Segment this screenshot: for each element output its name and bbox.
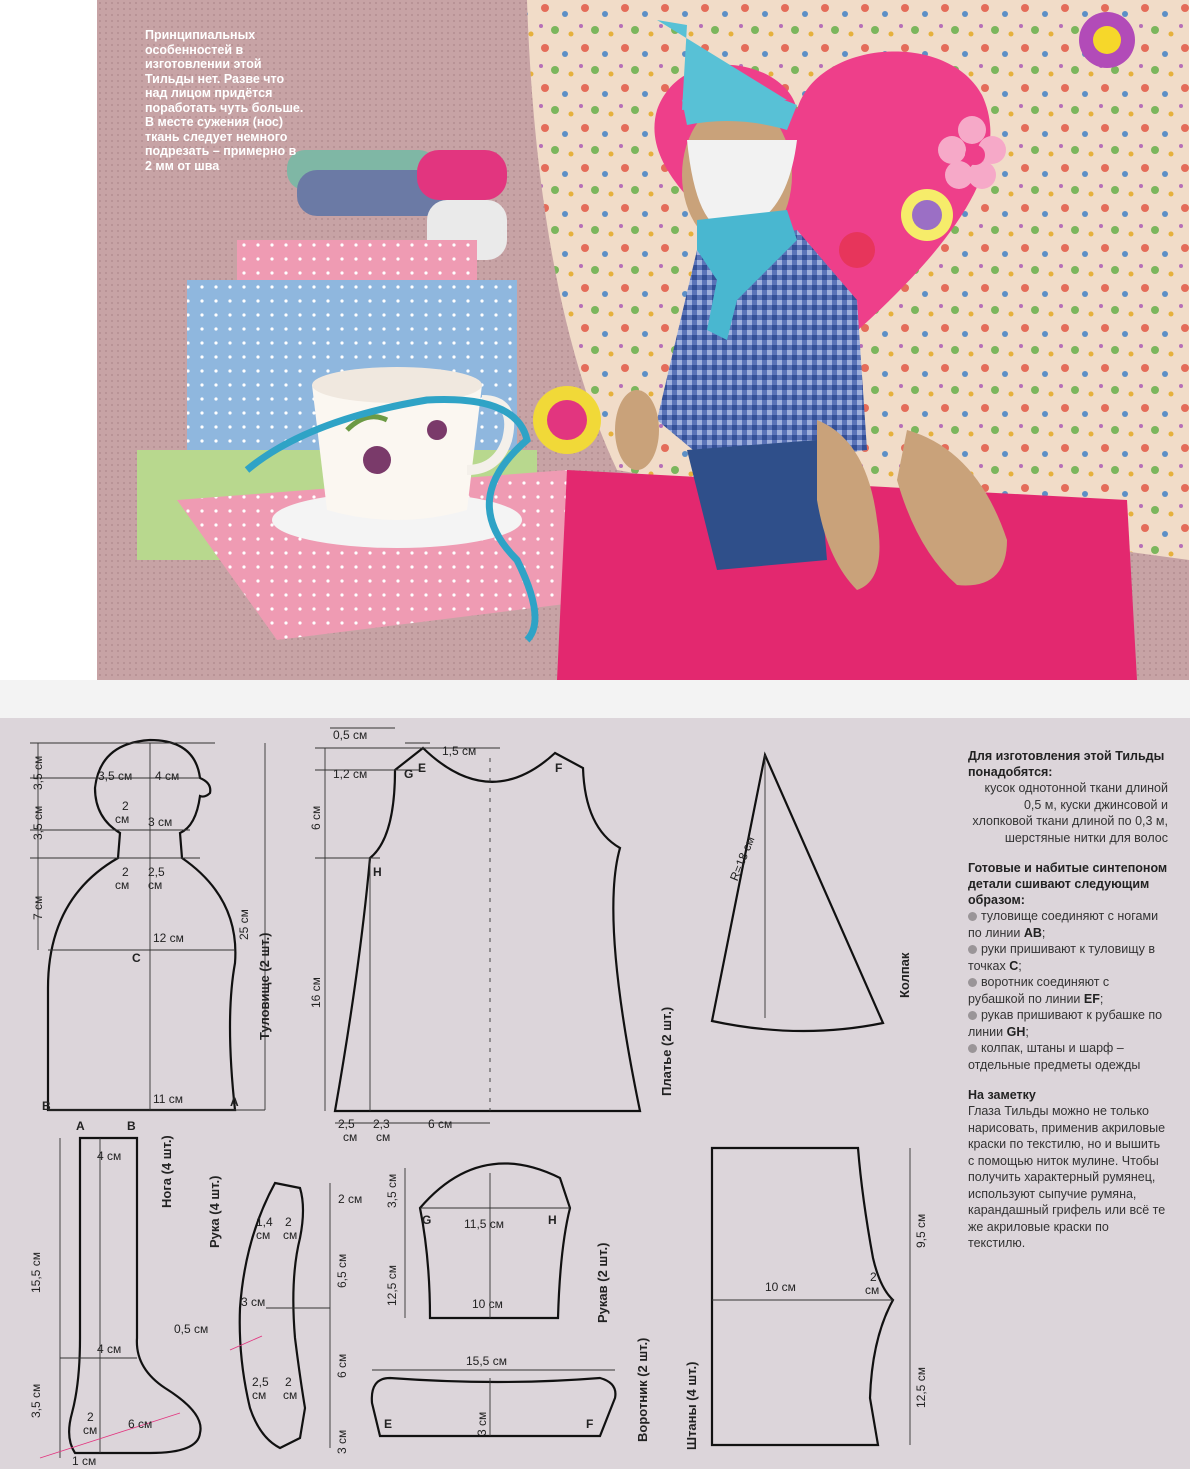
body-dim-head-right: 4 см [155,769,180,783]
dress-dim-hem-c: 6 см [428,1117,453,1131]
body-point-a: A [230,1095,239,1109]
sleeve-dim-cap: 3,5 см [385,1173,399,1208]
page-gap [0,680,1190,718]
body-dim-neck-right: 3 см [148,815,173,829]
cap-dim-radius: R=18 см [727,834,758,883]
sleeve-title: Рукав (2 шт.) [595,1242,610,1323]
leg-dim-heel-a: 2 [87,1410,94,1424]
arm-dim-lower-b-unit: см [283,1388,298,1402]
leg-dim-ankle: 4 см [97,1342,122,1356]
leg-dim-seam: 1 см [72,1454,97,1468]
bullet-icon [968,912,977,921]
leg-dim-height: 15,5 см [29,1252,43,1293]
arm-dim-upper-b-unit: см [283,1228,298,1242]
arm-dim-hand: 3 см [335,1429,349,1454]
dress-title: Платье (2 шт.) [659,1006,674,1096]
doll-photo [97,0,1189,680]
collar-outline [372,1378,616,1436]
arm-dim-upper-length: 6,5 см [335,1253,349,1288]
arm-dim-lower-b: 2 [285,1375,292,1389]
dress-point-h: H [373,865,382,879]
body-dim-neck-left-b: см [115,812,130,826]
arm-dim-lower-length: 6 см [335,1353,349,1378]
dress-dim-hem-a-unit: см [343,1130,358,1144]
sleeve-dim-width: 11,5 см [464,1217,505,1231]
dress-dim-armhole: 6 см [309,805,323,830]
arm-dim-upper-a-unit: см [256,1228,271,1242]
assembly-heading: Готовые и набитые синтепоном детали сшивают следующим образом: [968,861,1168,907]
pants-title: Штаны (4 шт.) [684,1361,699,1450]
collar-point-f: F [586,1417,594,1431]
body-dim-chest-left-a: 2 [122,865,129,879]
assembly-step: руки пришивают к туловищу в точках C; [968,942,1156,973]
dress-outline [335,748,640,1111]
leg-point-a: A [76,1119,85,1133]
bullet-icon [968,1011,977,1020]
sleeve-dim-length: 12,5 см [385,1265,399,1306]
body-dim-chest-left-b: см [115,878,130,892]
sleeve-dim-bottom: 10 см [472,1297,503,1311]
tip-text: Глаза Тильды можно не только нарисовать, применив акриловые краски по текстилю, но и вышить с помощью ниток мулине. Чтобы получить характерный румянец, используют сыпучие румяна, карандашный грифель или всё те же акриловые краски по текстилю. [968,1104,1166,1250]
body-dim-chest-right-a: 2,5 [148,865,165,879]
dress-dim-shoulder: 1,2 см [333,767,368,781]
body-outline [48,740,235,1110]
body-dim-mid: 3,5 см [31,805,45,840]
assembly-step: воротник соединяют с рубашкой по линии EF; [968,975,1110,1006]
leg-dim-foot-height: 3,5 см [29,1383,43,1418]
collar-dim-height: 3 см [475,1411,489,1436]
dress-dim-neck: 1,5 см [442,744,477,758]
bullet-icon [968,945,977,954]
leg-title: Нога (4 шт.) [159,1135,174,1208]
collar-point-e: E [384,1417,393,1431]
dress-dim-length: 16 см [309,977,323,1008]
assembly-step: туловище соединяют с ногами по линии AB; [968,909,1159,940]
dress-point-g: G [404,767,414,781]
body-dim-height: 25 см [237,909,251,940]
leg-outline [69,1138,200,1453]
dress-point-f: F [555,761,563,775]
tip-heading: На заметку [968,1088,1036,1102]
body-dim-top: 3,5 см [31,755,45,790]
body-dim-bottom: 11 см [153,1092,184,1106]
leg-dim-foot: 6 см [128,1417,153,1431]
pattern-sheet [0,718,1190,1469]
assembly-step: колпак, штаны и шарф – отдельные предметы одежды [968,1041,1141,1072]
body-dim-chest-right-b: см [148,878,163,892]
sleeve-outline [420,1163,570,1318]
dress-dim-hem-b: 2,3 [373,1117,390,1131]
cap-outline [712,755,883,1031]
materials-heading: Для изготовления этой Тильды понадобятся: [968,749,1165,779]
pants-dim-crotch-a: 2 [870,1270,877,1284]
dress-dim-hem-b-unit: см [376,1130,391,1144]
pants-dim-leg: 12,5 см [914,1367,928,1408]
arm-dim-upper-a: 1,4 [256,1215,273,1229]
dress-dim-top: 0,5 см [333,728,368,742]
instructions-panel [968,748,1168,1252]
body-dim-low: 7 см [31,895,45,920]
assembly-step: рукав пришивают к рубашке по линии GH; [968,1008,1163,1039]
sleeve-point-g: G [422,1213,432,1227]
cap-title: Колпак [897,952,912,998]
body-title: Туловище (2 шт.) [257,932,272,1040]
dress-dim-hem-a: 2,5 [338,1117,355,1131]
body-dim-neck-left-a: 2 [122,799,129,813]
leg-point-b: B [127,1119,136,1133]
pants-dim-width: 10 см [765,1280,796,1294]
dress-point-e: E [418,761,427,775]
arm-title: Рука (4 шт.) [207,1175,222,1248]
body-point-b: B [42,1099,51,1113]
leg-dim-top: 4 см [97,1149,122,1163]
collar-dim-length: 15,5 см [466,1354,507,1368]
collar-title: Воротник (2 шт.) [635,1337,650,1442]
arm-dim-top: 2 см [338,1192,363,1206]
arm-dim-lower-a: 2,5 [252,1375,269,1389]
photo-caption: Принципиальных особенностей в изготовлении этой Тильды нет. Разве что над лицом придётся поработать чуть больше. В месте сужения (нос) ткань следует немного подрезать – примерно в 2 мм от шва [145,28,304,173]
materials-text: кусок однотонной ткани длиной 0,5 м, куски джинсовой и хлопковой ткани длиной по 0,3 м, шерстяные нитки для волос [972,781,1168,845]
pants-dim-crotch-b: см [865,1283,880,1297]
body-point-c: C [132,951,141,965]
body-dim-head-left: 3,5 см [98,769,133,783]
arm-dim-mid: 3 см [241,1295,266,1309]
leg-dim-heel-b: см [83,1423,98,1437]
bullet-icon [968,1044,977,1053]
pants-dim-top: 9,5 см [914,1213,928,1248]
bullet-icon [968,978,977,987]
arm-dim-upper-b: 2 [285,1215,292,1229]
arm-dim-offset: 0,5 см [174,1322,209,1336]
arm-dim-lower-a-unit: см [252,1388,267,1402]
body-dim-width: 12 см [153,931,184,945]
sleeve-point-h: H [548,1213,557,1227]
